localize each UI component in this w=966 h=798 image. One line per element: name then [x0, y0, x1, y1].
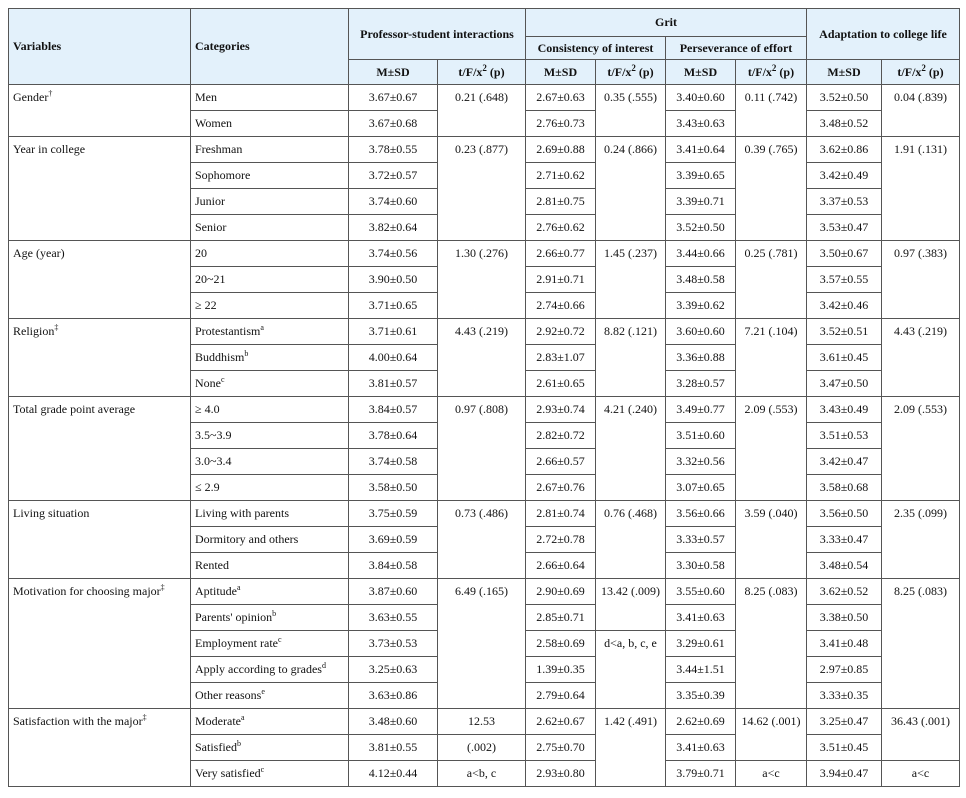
variable-name: Living situation	[13, 506, 90, 520]
category-label	[191, 111, 349, 137]
category-label	[191, 241, 349, 267]
mean-sd-cell: 3.51±0.60	[666, 423, 736, 449]
category-marker: a	[260, 323, 264, 332]
category-label	[191, 371, 349, 397]
variable-label	[9, 137, 191, 241]
test-statistic-cell: 7.21 (.104)	[736, 319, 807, 397]
test-label: t/F/x	[747, 64, 772, 79]
msd-header: M±SD	[807, 60, 882, 85]
mean-sd-cell: 3.41±0.63	[666, 605, 736, 631]
test-statistic-cell: 8.25 (.083)	[882, 579, 960, 709]
mean-sd-cell: 2.93±0.80	[526, 761, 596, 787]
category-label	[191, 397, 349, 423]
mean-sd-cell: 2.75±0.70	[526, 735, 596, 761]
category-label	[191, 631, 349, 657]
category-label	[191, 657, 349, 683]
mean-sd-cell: 2.85±0.71	[526, 605, 596, 631]
category-name: Apply according to grades	[195, 662, 322, 676]
category-name: Parents' opinion	[195, 610, 273, 624]
mean-sd-cell: 2.91±0.71	[526, 267, 596, 293]
category-label	[191, 527, 349, 553]
test-statistic-cell: 8.82 (.121)	[596, 319, 666, 397]
test-statistic-cell: 1.42 (.491)	[596, 709, 666, 787]
mean-sd-cell: 2.83±1.07	[526, 345, 596, 371]
mean-sd-cell: 3.71±0.65	[349, 293, 438, 319]
table-header	[9, 9, 960, 85]
mean-sd-cell: 3.48±0.52	[807, 111, 882, 137]
category-name: Dormitory and others	[195, 532, 299, 546]
category-label	[191, 683, 349, 709]
mean-sd-cell: 3.63±0.55	[349, 605, 438, 631]
table-body	[9, 85, 960, 787]
variable-name: Religion	[13, 324, 55, 338]
mean-sd-cell: 3.41±0.48	[807, 631, 882, 657]
category-marker: b	[272, 609, 277, 618]
mean-sd-cell: 3.44±1.51	[666, 657, 736, 683]
mean-sd-cell: 3.60±0.60	[666, 319, 736, 345]
mean-sd-cell: 3.57±0.55	[807, 267, 882, 293]
mean-sd-cell: 3.51±0.53	[807, 423, 882, 449]
mean-sd-cell: 2.81±0.75	[526, 189, 596, 215]
mean-sd-cell: 3.32±0.56	[666, 449, 736, 475]
variable-name: Total grade point average	[13, 402, 136, 416]
mean-sd-cell: 2.66±0.77	[526, 241, 596, 267]
category-marker: b	[237, 739, 241, 748]
category-name: Men	[195, 90, 217, 104]
mean-sd-cell: 3.87±0.60	[349, 579, 438, 605]
variable-label	[9, 319, 191, 397]
category-name: Buddhism	[195, 350, 245, 364]
mean-sd-cell: 2.93±0.74	[526, 397, 596, 423]
mean-sd-cell: 3.33±0.57	[666, 527, 736, 553]
mean-sd-cell: 4.00±0.64	[349, 345, 438, 371]
mean-sd-cell: 3.82±0.64	[349, 215, 438, 241]
test-statistic-cell: 4.43 (.219)	[438, 319, 526, 397]
mean-sd-cell: 3.74±0.56	[349, 241, 438, 267]
mean-sd-cell: 3.63±0.86	[349, 683, 438, 709]
test-suffix: (p)	[486, 64, 505, 79]
mean-sd-cell: 3.48±0.54	[807, 553, 882, 579]
psi-header: Professor-student interactions	[349, 9, 526, 60]
mean-sd-cell: 2.67±0.76	[526, 475, 596, 501]
mean-sd-cell: 3.62±0.52	[807, 579, 882, 605]
category-label	[191, 475, 349, 501]
category-name: 3.0~3.4	[195, 454, 232, 468]
mean-sd-cell: 3.48±0.58	[666, 267, 736, 293]
mean-sd-cell: 3.42±0.49	[807, 163, 882, 189]
test-statistic-cell: 1.45 (.237)	[596, 241, 666, 319]
test-statistic-cell: 4.43 (.219)	[882, 319, 960, 397]
msd-header: M±SD	[666, 60, 736, 85]
perseverance-header: Perseverance of effort	[666, 37, 807, 60]
test-statistic-cell: 0.76 (.468)	[596, 501, 666, 579]
mean-sd-cell: 3.58±0.50	[349, 475, 438, 501]
test-statistic-cell: 6.49 (.165)	[438, 579, 526, 709]
mean-sd-cell: 3.75±0.59	[349, 501, 438, 527]
test-statistic-cell: a<b, c	[438, 761, 526, 787]
descriptive-statistics-table	[8, 8, 960, 787]
variable-marker: ‡	[142, 713, 147, 722]
posthoc-cell: a<c	[736, 761, 807, 787]
posthoc-cell: d<a, b, c, e	[596, 631, 666, 709]
variable-marker: †	[48, 89, 53, 98]
category-name: Other reasons	[195, 688, 262, 702]
mean-sd-cell: 2.79±0.64	[526, 683, 596, 709]
posthoc-cell: a<c	[882, 761, 960, 787]
test-statistic-cell: 0.97 (.808)	[438, 397, 526, 501]
category-label	[191, 709, 349, 735]
category-name: ≥ 22	[195, 298, 217, 312]
mean-sd-cell: 3.90±0.50	[349, 267, 438, 293]
category-label	[191, 605, 349, 631]
test-statistic-cell: 2.09 (.553)	[882, 397, 960, 501]
test-statistic-cell: 12.53	[438, 709, 526, 735]
variable-marker: ‡	[54, 323, 59, 332]
mean-sd-cell: 3.39±0.62	[666, 293, 736, 319]
mean-sd-cell: 2.62±0.69	[666, 709, 736, 735]
mean-sd-cell: 3.84±0.58	[349, 553, 438, 579]
category-marker: e	[261, 687, 265, 696]
category-label	[191, 137, 349, 163]
mean-sd-cell: 2.76±0.62	[526, 215, 596, 241]
category-name: 3.5~3.9	[195, 428, 232, 442]
variable-label	[9, 85, 191, 137]
test-suffix: (p)	[925, 64, 944, 79]
test-statistic-cell: 0.97 (.383)	[882, 241, 960, 319]
test-statistic-cell: 0.25 (.781)	[736, 241, 807, 319]
mean-sd-cell: 3.67±0.68	[349, 111, 438, 137]
category-name: 20~21	[195, 272, 226, 286]
mean-sd-cell: 3.25±0.47	[807, 709, 882, 735]
test-statistic-header	[882, 60, 960, 85]
consistency-header: Consistency of interest	[526, 37, 666, 60]
table-row	[9, 85, 960, 111]
category-marker: c	[277, 635, 282, 644]
category-name: Senior	[195, 220, 227, 234]
mean-sd-cell: 3.48±0.60	[349, 709, 438, 735]
variable-name: Year in college	[13, 142, 86, 156]
test-statistic-cell: 2.09 (.553)	[736, 397, 807, 501]
mean-sd-cell: 3.79±0.71	[666, 761, 736, 787]
mean-sd-cell: 1.39±0.35	[526, 657, 596, 683]
table-row	[9, 319, 960, 345]
mean-sd-cell: 3.43±0.63	[666, 111, 736, 137]
category-label	[191, 319, 349, 345]
adaptation-header: Adaptation to college life	[807, 9, 960, 60]
mean-sd-cell: 3.42±0.46	[807, 293, 882, 319]
mean-sd-cell: 3.72±0.57	[349, 163, 438, 189]
category-name: Protestantism	[195, 324, 261, 338]
category-marker: a	[237, 583, 241, 592]
test-label: t/F/x	[458, 64, 483, 79]
table-row	[9, 709, 960, 735]
grit-header: Grit	[526, 9, 807, 37]
mean-sd-cell: 3.51±0.45	[807, 735, 882, 761]
mean-sd-cell: 2.71±0.62	[526, 163, 596, 189]
category-name: ≥ 4.0	[195, 402, 220, 416]
mean-sd-cell: 3.40±0.60	[666, 85, 736, 111]
category-label	[191, 345, 349, 371]
variable-label	[9, 241, 191, 319]
mean-sd-cell: 3.37±0.53	[807, 189, 882, 215]
msd-header: M±SD	[349, 60, 438, 85]
category-name: Sophomore	[195, 168, 251, 182]
category-name: ≤ 2.9	[195, 480, 220, 494]
mean-sd-cell: 3.78±0.55	[349, 137, 438, 163]
category-marker: d	[321, 661, 326, 670]
category-name: Freshman	[195, 142, 243, 156]
table-row	[9, 501, 960, 527]
test-statistic-cell: 0.21 (.648)	[438, 85, 526, 137]
mean-sd-cell: 2.72±0.78	[526, 527, 596, 553]
mean-sd-cell: 3.61±0.45	[807, 345, 882, 371]
test-superscript: 2	[631, 62, 636, 73]
mean-sd-cell: 3.28±0.57	[666, 371, 736, 397]
mean-sd-cell: 3.84±0.57	[349, 397, 438, 423]
category-marker: c	[221, 375, 225, 384]
test-label: t/F/x	[607, 64, 632, 79]
mean-sd-cell: 3.73±0.53	[349, 631, 438, 657]
test-statistic-cell: 8.25 (.083)	[736, 579, 807, 709]
mean-sd-cell: 3.25±0.63	[349, 657, 438, 683]
mean-sd-cell: 3.52±0.50	[666, 215, 736, 241]
category-marker: c	[260, 765, 265, 774]
category-label	[191, 163, 349, 189]
category-name: Very satisfied	[195, 766, 261, 780]
category-name: Aptitude	[195, 584, 237, 598]
test-superscript: 2	[482, 62, 487, 73]
category-name: 20	[195, 246, 207, 260]
mean-sd-cell: 3.81±0.57	[349, 371, 438, 397]
table-row	[9, 397, 960, 423]
mean-sd-cell: 2.81±0.74	[526, 501, 596, 527]
variable-name: Age (year)	[13, 246, 65, 260]
mean-sd-cell: 2.82±0.72	[526, 423, 596, 449]
mean-sd-cell: 4.12±0.44	[349, 761, 438, 787]
category-label	[191, 267, 349, 293]
variable-label	[9, 501, 191, 579]
mean-sd-cell: 3.58±0.68	[807, 475, 882, 501]
table-row	[9, 241, 960, 267]
mean-sd-cell: 3.74±0.60	[349, 189, 438, 215]
mean-sd-cell: 2.74±0.66	[526, 293, 596, 319]
mean-sd-cell: 3.33±0.35	[807, 683, 882, 709]
test-statistic-cell: 0.24 (.866)	[596, 137, 666, 241]
mean-sd-cell: 3.43±0.49	[807, 397, 882, 423]
category-name: Living with parents	[195, 506, 289, 520]
category-marker: b	[244, 349, 249, 358]
category-label	[191, 293, 349, 319]
mean-sd-cell: 3.50±0.67	[807, 241, 882, 267]
mean-sd-cell: 3.29±0.61	[666, 631, 736, 657]
mean-sd-cell: 3.35±0.39	[666, 683, 736, 709]
variable-marker: ‡	[160, 583, 165, 592]
category-name: Rented	[195, 558, 229, 572]
mean-sd-cell: 2.92±0.72	[526, 319, 596, 345]
test-statistic-header	[596, 60, 666, 85]
mean-sd-cell: 2.97±0.85	[807, 657, 882, 683]
variable-label	[9, 397, 191, 501]
mean-sd-cell: 3.52±0.51	[807, 319, 882, 345]
mean-sd-cell: 2.90±0.69	[526, 579, 596, 605]
mean-sd-cell: 3.94±0.47	[807, 761, 882, 787]
category-label	[191, 579, 349, 605]
mean-sd-cell: 3.33±0.47	[807, 527, 882, 553]
mean-sd-cell: 2.76±0.73	[526, 111, 596, 137]
mean-sd-cell: 2.62±0.67	[526, 709, 596, 735]
test-statistic-cell: 0.23 (.877)	[438, 137, 526, 241]
mean-sd-cell: 3.81±0.55	[349, 735, 438, 761]
category-label	[191, 449, 349, 475]
mean-sd-cell: 3.56±0.50	[807, 501, 882, 527]
test-statistic-cell: 0.35 (.555)	[596, 85, 666, 137]
test-statistic-cell: 14.62 (.001)	[736, 709, 807, 761]
mean-sd-cell: 2.67±0.63	[526, 85, 596, 111]
category-name: Moderate	[195, 714, 241, 728]
mean-sd-cell: 2.58±0.69	[526, 631, 596, 657]
test-suffix: (p)	[776, 64, 795, 79]
mean-sd-cell: 2.69±0.88	[526, 137, 596, 163]
test-statistic-cell: (.002)	[438, 735, 526, 761]
category-label	[191, 553, 349, 579]
test-suffix: (p)	[635, 64, 654, 79]
test-statistic-cell: 1.30 (.276)	[438, 241, 526, 319]
category-label	[191, 215, 349, 241]
category-name: Junior	[195, 194, 225, 208]
mean-sd-cell: 3.41±0.63	[666, 735, 736, 761]
test-label: t/F/x	[897, 64, 922, 79]
mean-sd-cell: 3.53±0.47	[807, 215, 882, 241]
variable-name: Gender	[13, 90, 49, 104]
test-statistic-cell: 0.73 (.486)	[438, 501, 526, 579]
mean-sd-cell: 3.44±0.66	[666, 241, 736, 267]
test-statistic-cell: 0.11 (.742)	[736, 85, 807, 137]
mean-sd-cell: 3.71±0.61	[349, 319, 438, 345]
table-row	[9, 137, 960, 163]
table-row	[9, 579, 960, 605]
test-statistic-cell: 1.91 (.131)	[882, 137, 960, 241]
mean-sd-cell: 3.67±0.67	[349, 85, 438, 111]
mean-sd-cell: 2.66±0.64	[526, 553, 596, 579]
category-name: Employment rate	[195, 636, 278, 650]
variable-name: Motivation for choosing major	[13, 584, 161, 598]
mean-sd-cell: 3.39±0.71	[666, 189, 736, 215]
mean-sd-cell: 3.07±0.65	[666, 475, 736, 501]
test-statistic-cell: 0.04 (.839)	[882, 85, 960, 137]
test-superscript: 2	[921, 62, 926, 73]
category-marker: a	[240, 713, 245, 722]
mean-sd-cell: 3.49±0.77	[666, 397, 736, 423]
mean-sd-cell: 3.30±0.58	[666, 553, 736, 579]
mean-sd-cell: 3.36±0.88	[666, 345, 736, 371]
mean-sd-cell: 2.66±0.57	[526, 449, 596, 475]
test-statistic-cell: 2.35 (.099)	[882, 501, 960, 579]
mean-sd-cell: 3.39±0.65	[666, 163, 736, 189]
categories-header: Categories	[191, 9, 349, 85]
category-name: Satisfied	[195, 740, 237, 754]
mean-sd-cell: 3.69±0.59	[349, 527, 438, 553]
test-statistic-cell: 0.39 (.765)	[736, 137, 807, 241]
mean-sd-cell: 3.42±0.47	[807, 449, 882, 475]
category-label	[191, 735, 349, 761]
mean-sd-cell: 2.61±0.65	[526, 371, 596, 397]
test-superscript: 2	[771, 62, 777, 73]
variable-label	[9, 579, 191, 709]
test-statistic-cell: 3.59 (.040)	[736, 501, 807, 579]
test-statistic-cell: 4.21 (.240)	[596, 397, 666, 501]
test-statistic-cell: 36.43 (.001)	[882, 709, 960, 761]
mean-sd-cell: 3.62±0.86	[807, 137, 882, 163]
test-statistic-header	[438, 60, 526, 85]
category-label	[191, 761, 349, 787]
variable-name: Satisfaction with the major	[13, 714, 143, 728]
variable-label	[9, 709, 191, 787]
mean-sd-cell: 3.47±0.50	[807, 371, 882, 397]
mean-sd-cell: 3.74±0.58	[349, 449, 438, 475]
category-label	[191, 501, 349, 527]
variables-header: Variables	[9, 9, 191, 85]
category-name: None	[195, 376, 221, 390]
category-label	[191, 189, 349, 215]
mean-sd-cell: 3.55±0.60	[666, 579, 736, 605]
mean-sd-cell: 3.38±0.50	[807, 605, 882, 631]
mean-sd-cell: 3.52±0.50	[807, 85, 882, 111]
category-label	[191, 423, 349, 449]
mean-sd-cell: 3.56±0.66	[666, 501, 736, 527]
mean-sd-cell: 3.78±0.64	[349, 423, 438, 449]
test-statistic-cell: 13.42 (.009)	[596, 579, 666, 631]
msd-header: M±SD	[526, 60, 596, 85]
test-statistic-header	[736, 60, 807, 85]
category-label	[191, 85, 349, 111]
category-name: Women	[195, 116, 233, 130]
mean-sd-cell: 3.41±0.64	[666, 137, 736, 163]
